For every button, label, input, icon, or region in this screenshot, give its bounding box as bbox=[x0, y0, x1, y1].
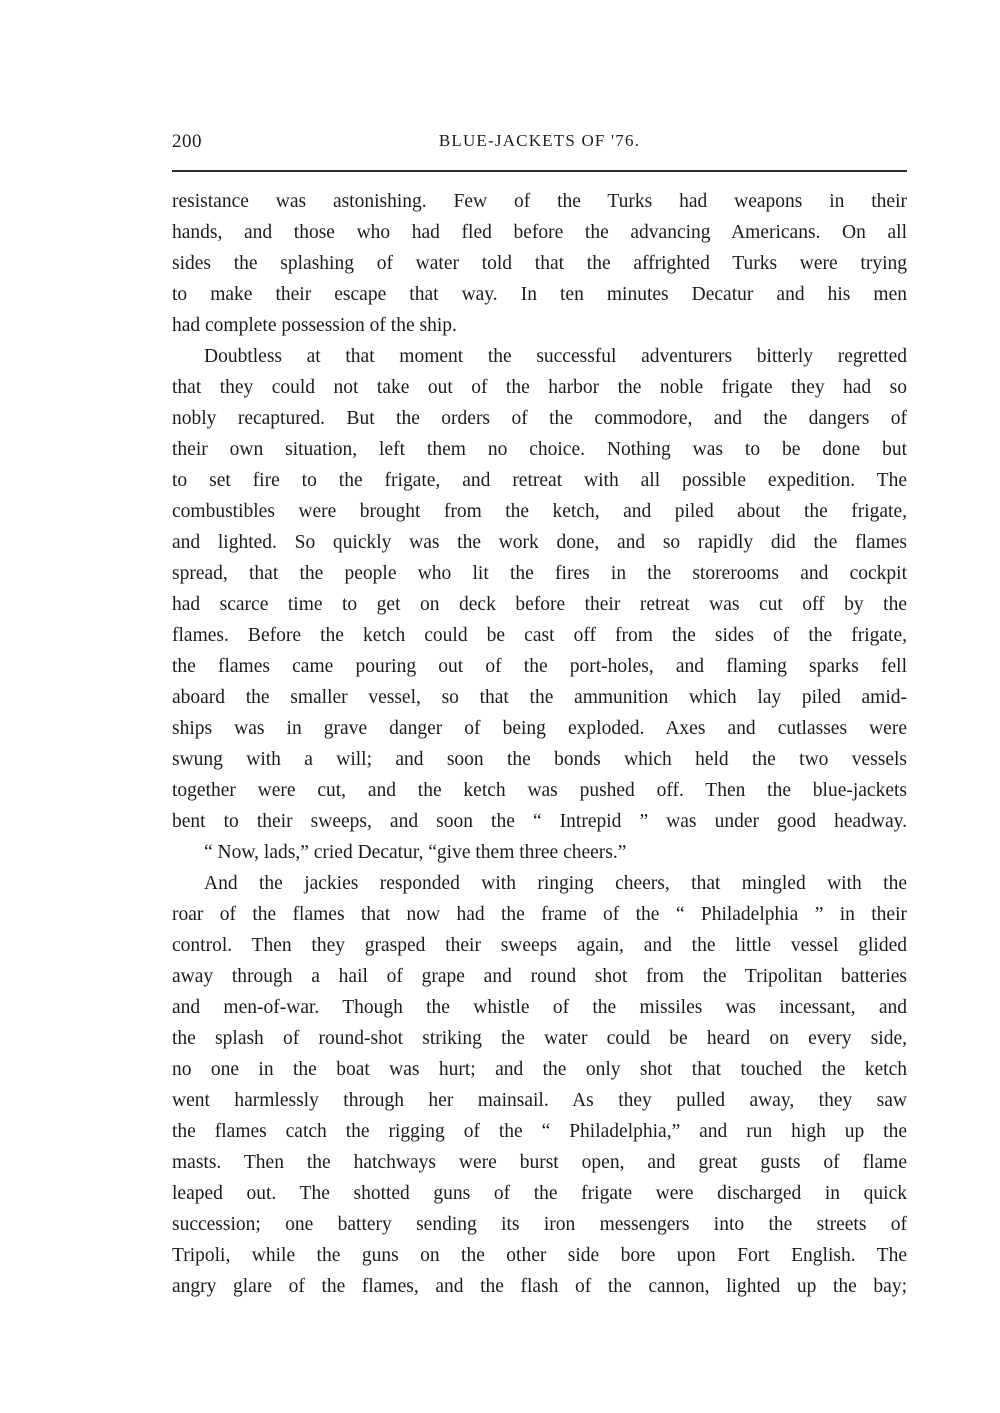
text-line: succession; one battery sending its iron messengers into the streets of bbox=[172, 1214, 907, 1235]
text-line: swung with a will; and soon the bonds which held the two vessels bbox=[172, 749, 907, 770]
text-line: roar of the flames that now had the frame of the “ Philadelphia ” in their bbox=[172, 904, 907, 925]
text-line: Doubtless at that moment the successful adventurers bitterly regretted bbox=[204, 346, 907, 367]
text-line: together were cut, and the ketch was pushed off. Then the blue-jackets bbox=[172, 780, 907, 801]
text-line: combustibles were brought from the ketch, and piled about the frigate, bbox=[172, 501, 907, 522]
text-line: bent to their sweeps, and soon the “ Intrepid ” was under good headway. bbox=[172, 811, 907, 832]
text-line: masts. Then the hatchways were burst open, and great gusts of flame bbox=[172, 1152, 907, 1173]
page-number: 200 bbox=[172, 131, 202, 152]
text-line: had scarce time to get on deck before their retreat was cut off by the bbox=[172, 594, 907, 615]
page-header bbox=[172, 131, 907, 159]
text-line: spread, that the people who lit the fires in the storerooms and cockpit bbox=[172, 563, 907, 584]
text-line: flames. Before the ketch could be cast off from the sides of the frigate, bbox=[172, 625, 907, 646]
text-line: their own situation, left them no choice. Nothing was to be done but bbox=[172, 439, 907, 460]
text-line: aboard the smaller vessel, so that the ammunition which lay piled amid- bbox=[172, 687, 907, 708]
text-line: angry glare of the flames, and the flash of the cannon, lighted up the bay; bbox=[172, 1276, 907, 1297]
text-line: ships was in grave danger of being exploded. Axes and cutlasses were bbox=[172, 718, 907, 739]
body-text bbox=[172, 186, 907, 1302]
text-line: away through a hail of grape and round shot from the Tripolitan batteries bbox=[172, 966, 907, 987]
text-line: the flames came pouring out of the port-holes, and flaming sparks fell bbox=[172, 656, 907, 677]
text-line: had complete possession of the ship. bbox=[172, 315, 457, 336]
running-title: BLUE-JACKETS OF '76. bbox=[438, 131, 641, 150]
text-line: the splash of round-shot striking the water could be heard on every side, bbox=[172, 1028, 907, 1049]
text-line: sides the splashing of water told that the affrighted Turks were trying bbox=[172, 253, 907, 274]
text-line: and men-of-war. Though the whistle of the missiles was incessant, and bbox=[172, 997, 907, 1018]
text-line: Tripoli, while the guns on the other side bore upon Fort English. The bbox=[172, 1245, 907, 1266]
text-line: went harmlessly through her mainsail. As they pulled away, they saw bbox=[172, 1090, 907, 1111]
text-line: leaped out. The shotted guns of the frigate were discharged in quick bbox=[172, 1183, 907, 1204]
text-line: resistance was astonishing. Few of the Turks had weapons in their bbox=[172, 191, 907, 212]
header-rule bbox=[172, 170, 907, 172]
text-line: control. Then they grasped their sweeps again, and the little vessel glided bbox=[172, 935, 907, 956]
text-line: the flames catch the rigging of the “ Philadelphia,” and run high up the bbox=[172, 1121, 907, 1142]
text-line: And the jackies responded with ringing cheers, that mingled with the bbox=[204, 873, 907, 894]
text-line: nobly recaptured. But the orders of the commodore, and the dangers of bbox=[172, 408, 907, 429]
text-line: to set fire to the frigate, and retreat with all possible expedition. The bbox=[172, 470, 907, 491]
text-line: “ Now, lads,” cried Decatur, “give them three cheers.” bbox=[204, 842, 627, 863]
text-line: to make their escape that way. In ten minutes Decatur and his men bbox=[172, 284, 907, 305]
text-line: hands, and those who had fled before the advancing Americans. On all bbox=[172, 222, 907, 243]
text-line: no one in the boat was hurt; and the only shot that touched the ketch bbox=[172, 1059, 907, 1080]
text-line: that they could not take out of the harbor the noble frigate they had so bbox=[172, 377, 907, 398]
text-line: and lighted. So quickly was the work done, and so rapidly did the flames bbox=[172, 532, 907, 553]
